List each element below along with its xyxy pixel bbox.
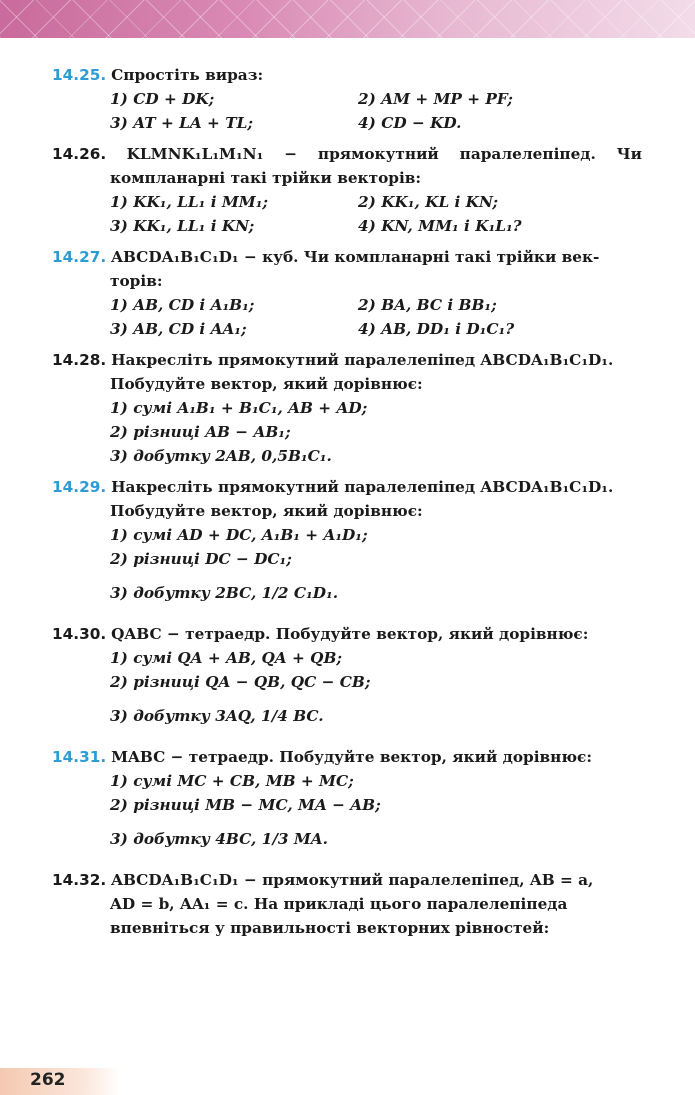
problem-condition: Накресліть прямокутний паралелепіпед ABCDA₁B₁C₁D₁.: [111, 351, 614, 369]
list-item: 1) сумі A₁B₁ + B₁C₁, AB + AD;: [110, 399, 368, 417]
problem-condition: KLMNK₁L₁M₁N₁ − прямокутний паралелепіпед. Чи: [126, 145, 642, 163]
list-item: 2) AM + MP + PF;: [358, 90, 513, 108]
list-item: 2) різниці QA − QB, QC − CB;: [110, 673, 371, 691]
problem-number: 14.26.: [52, 145, 107, 163]
list-item: 3) KK₁, LL₁ і KN;: [110, 217, 255, 235]
problem-condition: Накресліть прямокутний паралелепіпед ABCDA₁B₁C₁D₁.: [111, 478, 614, 496]
list-item: 3) AB, CD і AA₁;: [110, 320, 247, 338]
list-item: 2) різниці MB − MC, MA − AB;: [110, 796, 381, 814]
problem-14-27: [52, 245, 642, 341]
problem-14-29: [52, 475, 642, 615]
list-item: 1) сумі AD + DC, A₁B₁ + A₁D₁;: [110, 526, 368, 544]
problem-number: 14.25.: [52, 66, 107, 84]
problem-condition: Спростіть вираз:: [111, 66, 264, 84]
list-item: 2) KK₁, KL і KN;: [358, 193, 499, 211]
list-item: 4) CD − KD.: [358, 114, 462, 132]
problem-condition: компланарні такі трійки векторів:: [110, 169, 422, 187]
list-item: 3) AT + LA + TL;: [110, 114, 253, 132]
problem-condition: Побудуйте вектор, який дорівнює:: [110, 375, 423, 393]
list-item: 3) добутку 3AQ, 1/4 BC.: [110, 707, 324, 725]
problem-14-32: [52, 868, 642, 940]
problem-number: 14.29.: [52, 478, 107, 496]
exercise-list: [52, 63, 642, 947]
problem-14-26: [52, 142, 642, 238]
problem-condition: AD = b, AA₁ = c. На прикладі цього паралелепіпеда: [110, 895, 568, 913]
list-item: 1) сумі QA + AB, QA + QB;: [110, 649, 343, 667]
problem-14-28: [52, 348, 642, 468]
list-item: 2) різниці AB − AB₁;: [110, 423, 291, 441]
list-item: 3) добутку 2AB, 0,5B₁C₁.: [110, 447, 332, 465]
problem-condition: ABCDA₁B₁C₁D₁ − прямокутний паралелепіпед, AB = a,: [111, 871, 594, 889]
problem-condition: QABC − тетраедр. Побудуйте вектор, який дорівнює:: [111, 625, 589, 643]
problem-condition: Побудуйте вектор, який дорівнює:: [110, 502, 423, 520]
problem-number: 14.32.: [52, 871, 107, 889]
list-item: 3) добутку 2BC, 1/2 C₁D₁.: [110, 584, 339, 602]
page-header-banner: [0, 0, 695, 38]
list-item: 1) KK₁, LL₁ і MM₁;: [110, 193, 269, 211]
list-item: 1) AB, CD і A₁B₁;: [110, 296, 255, 314]
problem-14-31: [52, 745, 642, 861]
problem-number: 14.30.: [52, 625, 107, 643]
problem-number: 14.28.: [52, 351, 107, 369]
problem-14-25: [52, 63, 642, 135]
problem-condition: MABC − тетраедр. Побудуйте вектор, який дорівнює:: [111, 748, 592, 766]
problem-condition: торів:: [110, 272, 163, 290]
list-item: 3) добутку 4BC, 1/3 MA.: [110, 830, 329, 848]
list-item: 1) CD + DK;: [110, 90, 215, 108]
list-item: 1) сумі MC + CB, MB + MC;: [110, 772, 354, 790]
problem-14-30: [52, 622, 642, 738]
problem-condition: ABCDA₁B₁C₁D₁ − куб. Чи компланарні такі трійки век-: [111, 248, 600, 266]
list-item: 4) AB, DD₁ і D₁C₁?: [358, 320, 515, 338]
problem-condition: впевніться у правильності векторних рівностей:: [110, 919, 550, 937]
problem-number: 14.27.: [52, 248, 107, 266]
problem-number: 14.31.: [52, 748, 107, 766]
list-item: 2) різниці DC − DC₁;: [110, 550, 292, 568]
list-item: 4) KN, MM₁ і K₁L₁?: [358, 217, 522, 235]
page-number: 262: [30, 1070, 66, 1090]
list-item: 2) BA, BC і BB₁;: [358, 296, 497, 314]
